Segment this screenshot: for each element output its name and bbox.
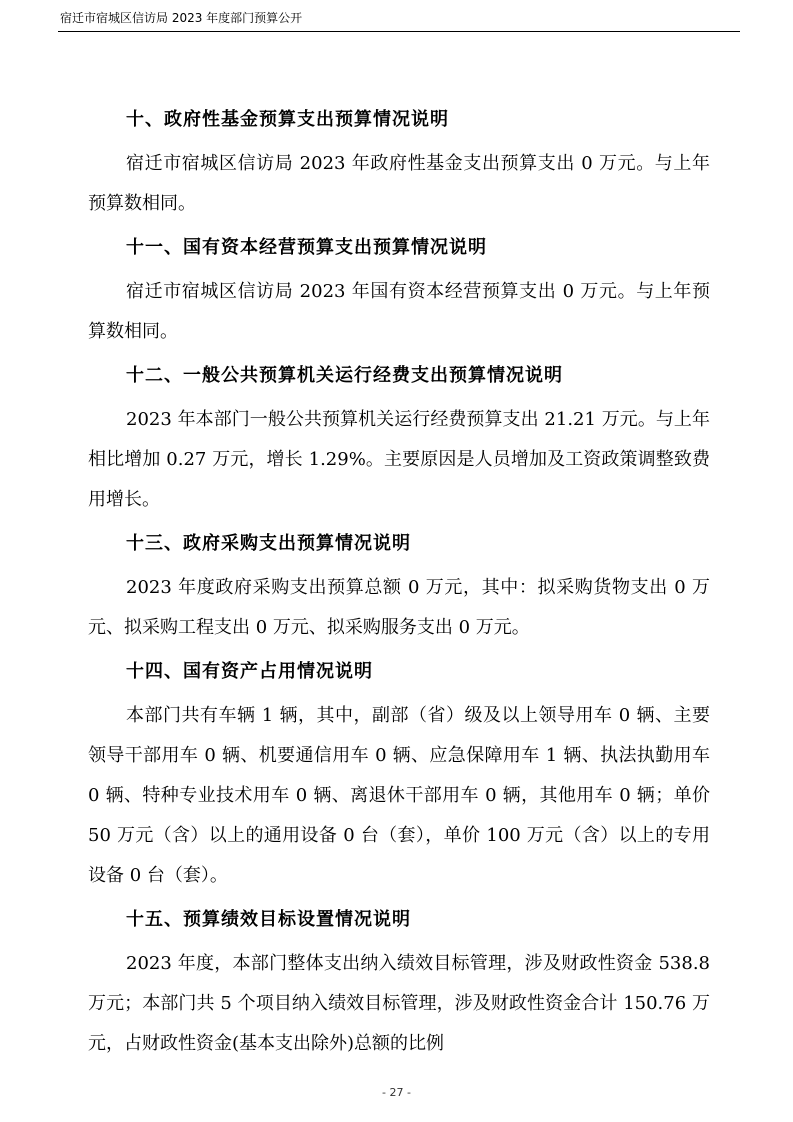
section-heading: 十四、国有资产占用情况说明: [126, 661, 373, 682]
section-heading: 十三、政府采购支出预算情况说明: [126, 533, 411, 554]
section-heading: 十二、一般公共预算机关运行经费支出预算情况说明: [126, 365, 563, 386]
section-state-capital: [88, 224, 710, 352]
section-heading: 十一、国有资本经营预算支出预算情况说明: [126, 237, 487, 258]
section-heading: 十、政府性基金预算支出预算情况说明: [126, 109, 449, 130]
page-number: - 27 -: [382, 1086, 411, 1099]
section-procurement: [88, 520, 710, 648]
paragraph: 宿迁市宿城区信访局 2023 年政府性基金支出预算支出 0 万元。与上年预算数相同。: [88, 153, 710, 214]
section-heading: 十五、预算绩效目标设置情况说明: [126, 909, 411, 930]
paragraph: 2023 年本部门一般公共预算机关运行经费预算支出 21.21 万元。与上年相比增加 0.27 万元，增长 1.29%。主要原因是人员增加及工资政策调整致费用增长。: [88, 409, 710, 510]
paragraph: 2023 年度政府采购支出预算总额 0 万元，其中：拟采购货物支出 0 万元、拟采购工程支出 0 万元、拟采购服务支出 0 万元。: [88, 577, 710, 638]
section-government-fund: [88, 96, 710, 224]
running-header: 宿迁市宿城区信访局 2023 年度部门预算公开: [60, 11, 303, 25]
section-operating-expenses: [88, 352, 710, 520]
section-performance-targets: [88, 896, 710, 1064]
paragraph: 2023 年度，本部门整体支出纳入绩效目标管理，涉及财政性资金 538.8 万元；本部门共 5 个项目纳入绩效目标管理，涉及财政性资金合计 150.76 万元，占财政性资金(基本支出除外)总额的比例: [88, 953, 710, 1054]
section-state-assets: [88, 648, 710, 896]
document-body: [88, 96, 710, 1064]
header-divider: [58, 31, 740, 32]
paragraph: 宿迁市宿城区信访局 2023 年国有资本经营预算支出 0 万元。与上年预算数相同。: [88, 281, 710, 342]
paragraph: 本部门共有车辆 1 辆，其中，副部（省）级及以上领导用车 0 辆、主要领导干部用车 0 辆、机要通信用车 0 辆、应急保障用车 1 辆、执法执勤用车 0 辆、特种专业技术用车 0 辆、离退休干部用车 0 辆，其他用车 0 辆；单价 50 万元（含）以上的通用设备 0 台（套），单价 100 万元（含）以上的专用设备 0 台（套）。: [88, 705, 710, 886]
